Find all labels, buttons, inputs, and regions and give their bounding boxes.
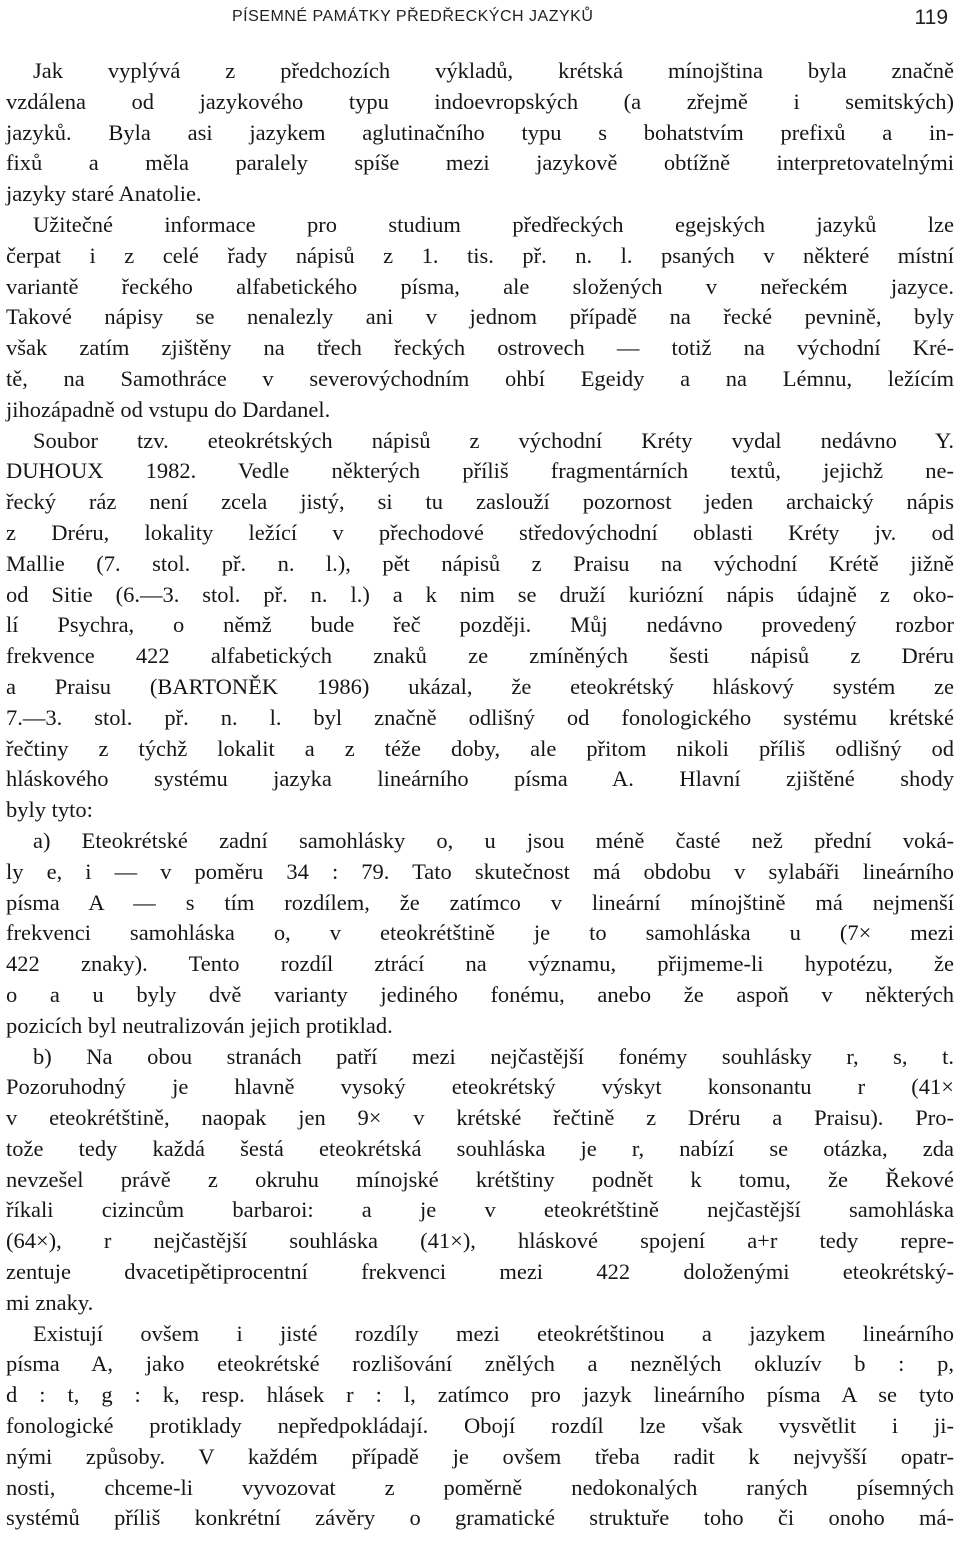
text-line: zentuje dvacetipětiprocentní frekvenci mezi 422 doloženými eteokrétský- — [6, 1259, 954, 1285]
text-line: mi znaky. — [6, 1289, 94, 1315]
text-line: od Sitie (6.—3. stol. př. n. l.) a k nim se druží kuriózní nápis údajně z oko- — [6, 581, 954, 607]
text-line: frekvence 422 alfabetických znaků ze zmíněných šesti nápisů z Dréru — [6, 643, 954, 669]
text-line: Mallie (7. stol. př. n. l.), pět nápisů z Praisu na východní Krétě jižně — [6, 550, 954, 576]
body-text — [6, 56, 954, 1534]
text-line: tože tedy každá šestá eteokrétská souhláska je r, nabízí se otázka, zda — [6, 1135, 954, 1161]
running-title: PÍSEMNÉ PAMÁTKY PŘEDŘECKÝCH JAZYKŮ — [232, 8, 594, 25]
text-line: systémů příliš konkrétní závěry o gramatické struktuře toho či onoho má- — [6, 1505, 954, 1531]
text-line: fixů a měla paralely spíše mezi jazykově obtížně interpretovatelnými — [6, 150, 954, 176]
text-line: Soubor tzv. eteokrétských nápisů z východní Kréty vydal nedávno Y. — [33, 427, 954, 453]
page-header — [0, 4, 960, 28]
text-line: čerpat i z celé řady nápisů z 1. tis. př. n. l. psaných v některé místní — [6, 242, 954, 268]
text-line: Jak vyplývá z předchozích výkladů, krétská mínojština byla značně — [33, 58, 954, 83]
text-line: Užitečné informace pro studium předřeckých egejských jazyků lze — [33, 211, 954, 237]
text-line: jazyků. Byla asi jazykem aglutinačního typu s bohatstvím prefixů a in- — [6, 119, 954, 145]
text-line: řecký ráz není zcela jistý, si tu zaslouží pozornost jeden archaický nápis — [6, 489, 954, 515]
text-line: písma A — s tím rozdílem, že zatímco v lineární mínojštině má nejmenší — [6, 889, 954, 915]
text-line: b) Na obou stranách patří mezi nejčastější fonémy souhlásky r, s, t. — [33, 1043, 954, 1069]
text-line: vzdálena od jazykového typu indoevropských (a zřejmě i semitských) — [6, 88, 954, 114]
text-line: Existují ovšem i jisté rozdíly mezi eteokrétštinou a jazykem lineárního — [33, 1320, 954, 1346]
text-line: frekvenci samohláska o, v eteokrétštině je to samohláska u (7× mezi — [6, 920, 954, 946]
text-line: pozicích byl neutralizován jejich protiklad. — [6, 1012, 393, 1038]
text-line: jihozápadně od vstupu do Dardanel. — [6, 396, 331, 422]
text-line: z Dréru, lokality ležící v přechodové středovýchodní oblasti Kréty jv. od — [6, 519, 954, 545]
text-line: nevzešel právě z okruhu mínojské krétštiny podnět k tomu, že Řekové — [6, 1166, 954, 1192]
text-line: Pozoruhodný je hlavně vysoký eteokrétský výskyt konsonantu r (41× — [6, 1074, 954, 1100]
text-line: nosti, chceme-li vyvozovat z poměrně nedokonalých raných písemných — [6, 1474, 954, 1500]
text-line: říkali cizincům barbaroi: a je v eteokrétštině nejčastější samohláska — [6, 1197, 954, 1223]
text-line: však zatím zjištěny na třech řeckých ostrovech — totiž na východní Kré- — [6, 335, 954, 361]
text-line: ly e, i — v poměru 34 : 79. Tato skutečnost má obdobu v sylabáři lineárního — [6, 858, 954, 884]
text-line: a Praisu (BARTONĚK 1986) ukázal, že eteokrétský hláskový systém ze — [6, 673, 954, 699]
text-line: byly tyto: — [6, 797, 93, 823]
text-line: tě, na Samothráce v severovýchodním ohbí Egeidy a na Lémnu, ležícím — [6, 365, 954, 391]
text-line: variantě řeckého alfabetického písma, ale složených v neřeckém jazyce. — [6, 273, 954, 299]
text-line: řečtiny z týchž lokalit a z téže doby, ale přitom nikoli příliš odlišný od — [6, 735, 954, 761]
text-line: 7.—3. stol. př. n. l. byl značně odlišný od fonologického systému krétské — [6, 704, 954, 730]
page-number: 119 — [914, 6, 948, 29]
text-line: lí Psychra, o němž bude řeč později. Můj nedávno provedený rozbor — [6, 612, 954, 638]
text-line: o a u byly dvě varianty jediného fonému, anebo že aspoň v některých — [6, 981, 954, 1007]
text-line: v eteokrétštině, naopak jen 9× v krétské řečtině z Dréru a Praisu). Pro- — [6, 1105, 954, 1131]
text-line: Takové nápisy se nenalezly ani v jednom případě na řecké pevnině, byly — [6, 304, 954, 330]
text-line: písma A, jako eteokrétské rozlišování znělých a neznělých okluzív b : p, — [6, 1351, 954, 1377]
text-line: d : t, g : k, resp. hlásek r : l, zatímco pro jazyk lineárního písma A se tyto — [6, 1382, 954, 1408]
text-line: hláskového systému jazyka lineárního písma A. Hlavní zjištěné shody — [6, 766, 954, 792]
text-line: 422 znaky). Tento rozdíl ztrácí na významu, přijmeme-li hypotézu, že — [6, 951, 954, 977]
text-line: a) Eteokrétské zadní samohlásky o, u jsou méně časté než přední voká- — [33, 827, 954, 853]
text-line: fonologické protiklady nepředpokládají. Obojí rozdíl lze však vysvětlit i ji- — [6, 1413, 954, 1439]
text-line: (64×), r nejčastější souhláska (41×), hláskové spojení a+r tedy repre- — [6, 1228, 954, 1254]
text-line: jazyky staré Anatolie. — [6, 181, 202, 207]
text-line: nými způsoby. V každém případě je ovšem třeba radit k nejvyšší opatr- — [6, 1443, 954, 1469]
text-line: DUHOUX 1982. Vedle některých příliš fragmentárních textů, jejichž ne- — [6, 458, 954, 484]
